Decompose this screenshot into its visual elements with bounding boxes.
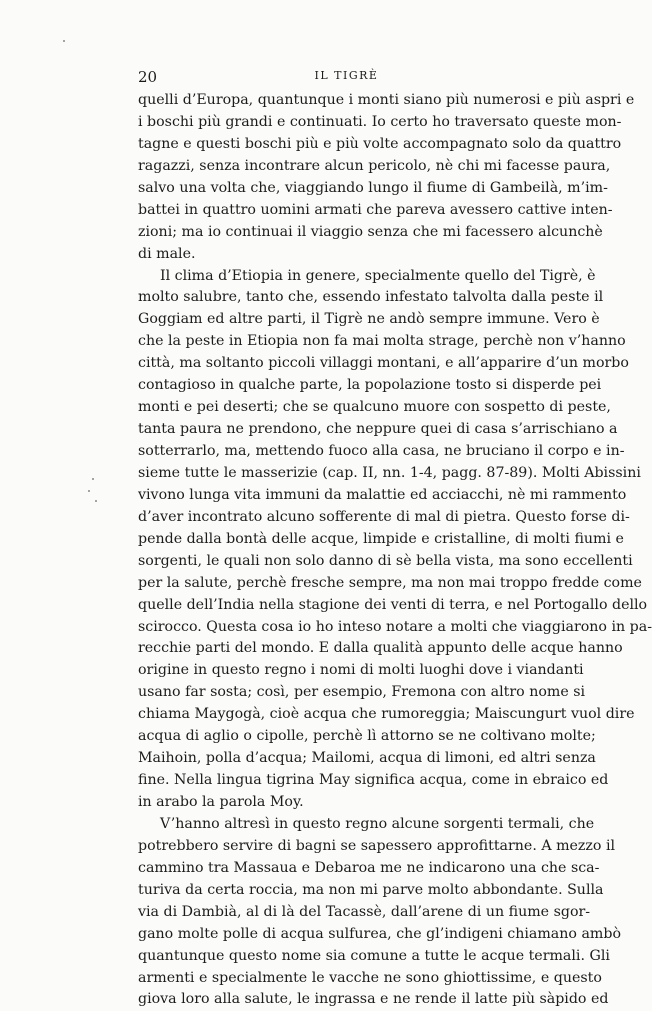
text-line: gano molte polle di acqua sulfurea, che gl’indigeni chiamano ambò bbox=[138, 925, 621, 942]
text-line: origine in questo regno i nomi di molti luoghi dove i viandanti bbox=[138, 662, 584, 679]
text-line: ragazzi, senza incontrare alcun pericolo, nè chi mi facesse paura, bbox=[138, 157, 611, 174]
text-line: armenti e specialmente le vacche ne sono ghiottissime, e questo bbox=[138, 969, 602, 986]
text-line: città, ma soltanto piccoli villaggi montani, e all’apparire d’un morbo bbox=[138, 355, 629, 372]
text-line: in arabo la parola Moy. bbox=[138, 794, 304, 810]
scan-speck bbox=[88, 490, 90, 492]
text-line: monti e pei deserti; che se qualcuno muore con sospetto di peste, bbox=[138, 399, 611, 416]
text-line: turiva da certa roccia, ma non mi parve molto abbondante. Sulla bbox=[138, 881, 604, 898]
text-line: salvo una volta che, viaggiando lungo il fiume di Gambeilà, m’im- bbox=[138, 179, 608, 196]
text-line: via di Dambià, al di là del Tacassè, dall’arene di un fiume sgor- bbox=[138, 903, 591, 920]
text-line: che la peste in Etiopia non fa mai molta strage, perchè non v’hanno bbox=[138, 333, 626, 350]
page-header bbox=[138, 68, 555, 88]
text-line: quantunque questo nome sia comune a tutte le acque termali. Gli bbox=[138, 947, 610, 964]
text-line: sorgenti, le quali non solo danno di sè bella vista, ma sono eccellenti bbox=[138, 552, 633, 569]
text-line: battei in quattro uomini armati che pareva avessero cattive inten- bbox=[138, 201, 613, 218]
text-line: potrebbero servire di bagni se sapessero approfittarne. A mezzo il bbox=[138, 837, 616, 854]
text-line: Maihoin, polla d’acqua; Mailomi, acqua di limoni, ed altri senza bbox=[138, 750, 596, 767]
text-line: vivono lunga vita immuni da malattie ed acciacchi, nè mi rammento bbox=[138, 486, 627, 503]
text-line: tagne e questi boschi più e più volte accompagnato solo da quattro bbox=[138, 135, 622, 152]
text-line: i boschi più grandi e continuati. Io certo ho traversato queste mon- bbox=[138, 113, 622, 130]
running-title: IL TIGRÈ bbox=[314, 69, 379, 82]
text-line: chiama Maygogà, cioè acqua che rumoreggia; Maiscungurt vuol dire bbox=[138, 706, 635, 723]
text-line: giova loro alla salute, le ingrassa e ne rende il latte più sàpido ed bbox=[138, 991, 609, 1008]
text-line: d’aver incontrato alcuno sofferente di mal di pietra. Questo forse di- bbox=[138, 508, 630, 525]
text-line: fine. Nella lingua tigrina May significa acqua, come in ebraico ed bbox=[138, 772, 609, 789]
text-line: sotterrarlo, ma, mettendo fuoco alla casa, ne bruciano il corpo e in- bbox=[138, 443, 625, 459]
text-line: quelli d’Europa, quantunque i monti siano più numerosi e più aspri e bbox=[138, 92, 635, 108]
body-text bbox=[138, 90, 652, 1011]
text-line: Il clima d’Etiopia in genere, specialmente quello del Tigrè, è bbox=[160, 267, 596, 284]
text-line: usano far sosta; così, per esempio, Fremona con altro nome si bbox=[138, 684, 586, 701]
text-line: contagioso in qualche parte, la popolazione tosto si disperde pei bbox=[138, 377, 602, 394]
page-number: 20 bbox=[138, 68, 158, 86]
text-line: cammino tra Massaua e Debaroa me ne indicarono una che sca- bbox=[138, 859, 600, 876]
text-line: quelle dell’India nella stagione dei venti di terra, e nel Portogallo dello bbox=[138, 596, 648, 613]
text-line: pende dalla bontà delle acque, limpide e cristalline, di molti fiumi e bbox=[138, 530, 624, 547]
text-line: molto salubre, tanto che, essendo infestato talvolta dalla peste il bbox=[138, 289, 604, 306]
text-line: scirocco. Questa cosa io ho inteso notare a molti che viaggiarono in pa- bbox=[138, 618, 652, 635]
text-line: V’hanno altresì in questo regno alcune sorgenti termali, che bbox=[160, 815, 595, 832]
text-line: Goggiam ed altre parti, il Tigrè ne andò sempre immune. Vero è bbox=[138, 311, 600, 328]
text-line: recchie parti del mondo. E dalla qualità appunto delle acque hanno bbox=[138, 640, 623, 657]
text-line: tanta paura ne prendono, che neppure quei di casa s’arrischiano a bbox=[138, 421, 618, 438]
text-line: zioni; ma io continuai il viaggio senza che mi facessero alcunchè bbox=[138, 223, 603, 240]
text-line: di male. bbox=[138, 245, 196, 262]
text-line: acqua di aglio o cipolle, perchè lì attorno se ne coltivano molte; bbox=[138, 728, 596, 745]
text-line: per la salute, perchè fresche sempre, ma non mai troppo fredde come bbox=[138, 574, 642, 591]
text-line: sieme tutte le masserizie (cap. II, nn. 1-4, pagg. 87-89). Molti Abissini bbox=[138, 464, 641, 481]
scan-speck bbox=[63, 40, 65, 42]
scan-speck bbox=[95, 500, 97, 502]
scan-speck bbox=[92, 478, 94, 480]
